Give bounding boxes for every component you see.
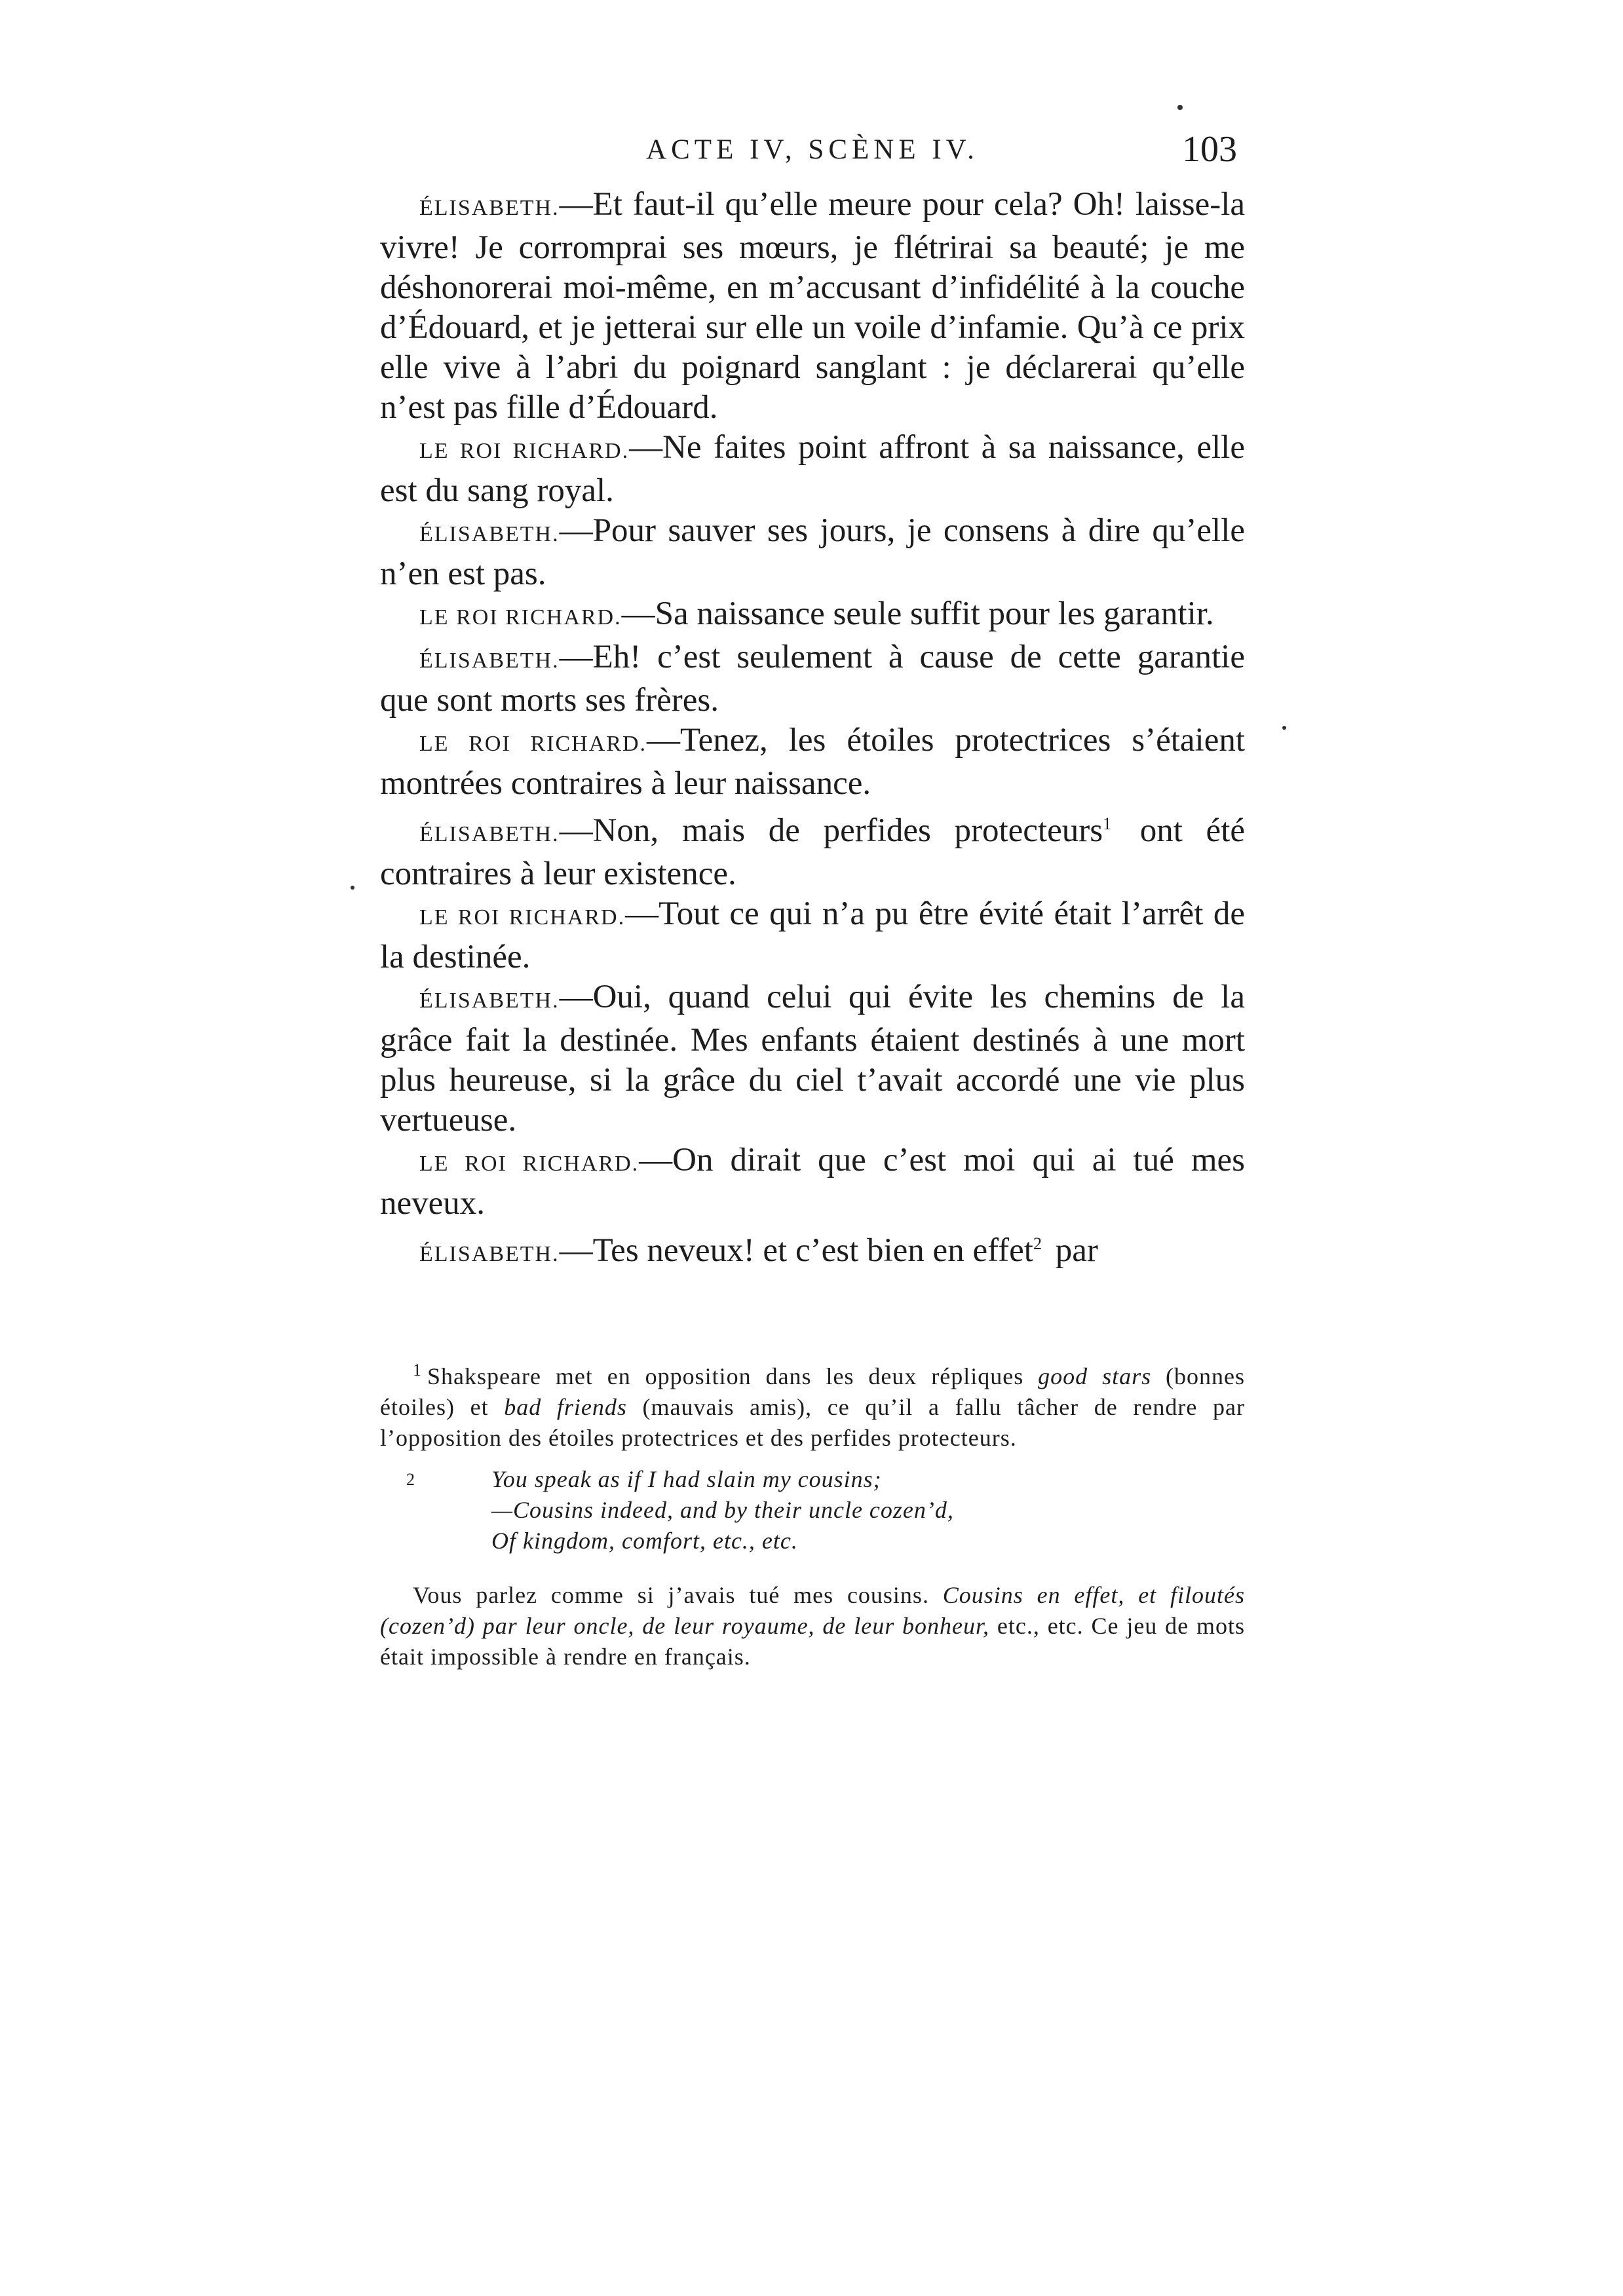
speaker-name: ÉLISABETH. [419, 196, 560, 220]
running-title: ACTE IV, SCÈNE IV. [646, 134, 979, 165]
footnote-italic: Cousins en effet, et filoutés (cozen’d) par leur oncle, de leur royaume, de leur bonheur, [380, 1582, 1245, 1639]
speech-text: —Tes neveux! et c’est bien en effet [559, 1232, 1033, 1269]
dialogue-line [380, 1140, 1245, 1224]
footnotes [380, 1355, 1245, 1672]
dialogue-line [380, 511, 1245, 594]
footnote-italic: bad friends [504, 1394, 627, 1420]
verse-line: —Cousins indeed, and by their uncle cozen’d, [491, 1497, 954, 1523]
speaker-name: LE ROI RICHARD. [419, 605, 622, 630]
footnote-reference: 2 [1033, 1234, 1042, 1253]
speaker-name: ÉLISABETH. [419, 1242, 560, 1266]
speech-text: —Tout ce qui n’a pu être évité était l’arrêt de la destinée. [380, 895, 1246, 975]
footnote-text: Vous parlez comme si j’avais tué mes cousins. [413, 1582, 943, 1608]
dialogue-line [380, 185, 1245, 428]
dialogue-line [380, 1224, 1245, 1274]
speaker-name: LE ROI RICHARD. [419, 1152, 640, 1176]
footnote-1 [380, 1355, 1245, 1454]
footnote-mark: 1 [413, 1361, 422, 1380]
footnote-mark: 2 [406, 1470, 415, 1489]
dialogue-line [380, 721, 1245, 804]
dialogue-line [380, 637, 1245, 721]
speech-text: —Sa naissance seule suffit pour les garantir. [621, 595, 1214, 632]
footnote-2-verse [380, 1464, 1245, 1556]
speech-text: —On dirait que c’est moi qui ai tué mes neveux. [380, 1142, 1246, 1222]
speaker-name: ÉLISABETH. [419, 988, 560, 1013]
dialogue-line [380, 977, 1245, 1140]
dialogue-line [380, 594, 1245, 637]
speech-text: —Et faut-il qu’elle meure pour cela? Oh! laisse-la vivre! Je corromprai ses mœurs, je flétrirai sa beauté; je me déshonorerai moi-même, en m’accusant d’infidélité à la couche d’Édouard, et je jetterai sur elle un voile d’infamie. Qu’à ce prix elle vive à l’abri du poignard sanglant : je déclarerai qu’elle n’est pas fille d’Édouard. [380, 186, 1245, 426]
ink-speck [351, 886, 354, 890]
ink-speck [1282, 726, 1286, 730]
page-header [380, 128, 1245, 181]
footnote-text: (mauvais amis), ce qu’il a fallu tâcher de rendre par l’opposition des étoiles protectrices et des perfides protecteurs. [380, 1394, 1245, 1451]
verse-line: You speak as if I had slain my cousins; [491, 1466, 882, 1492]
dialogue-line [380, 428, 1245, 511]
speech-text: —Tenez, les étoiles protectrices s’étaient montrées contraires à leur naissance. [380, 722, 1246, 802]
speech-text: —Eh! c’est seulement à cause de cette garantie que sont morts ses frères. [380, 639, 1245, 719]
speech-text: —Non, mais de perfides protecteurs [559, 812, 1103, 849]
footnote-italic: good stars [1038, 1363, 1152, 1389]
verse-line: Of kingdom, comfort, etc., etc. [491, 1528, 798, 1554]
speech-text: —Ne faites point affront à sa naissance, elle est du sang royal. [380, 429, 1245, 509]
speech-text: ont été contraires à leur existence. [380, 812, 1245, 892]
footnote-text: (bonnes étoiles) et [380, 1363, 1246, 1420]
dialogue-text [380, 185, 1245, 1274]
dialogue-line [380, 804, 1245, 894]
speech-text: —Oui, quand celui qui évite les chemins de la grâce fait la destinée. Mes enfants étaient destinés à une mort plus heureuse, si la grâce du ciel t’avait accordé une vie plus vertueuse. [380, 979, 1245, 1139]
speaker-name: ÉLISABETH. [419, 649, 560, 673]
page-number: 103 [1182, 129, 1237, 170]
speaker-name: ÉLISABETH. [419, 522, 560, 546]
footnote-2-translation [380, 1580, 1245, 1672]
speaker-name: LE ROI RICHARD. [419, 905, 626, 930]
speech-text: —Pour sauver ses jours, je consens à dire qu’elle n’en est pas. [380, 512, 1245, 592]
footnote-text: etc., etc. Ce jeu de mots était impossible à rendre en français. [380, 1613, 1245, 1670]
speaker-name: ÉLISABETH. [419, 822, 560, 846]
speaker-name: LE ROI RICHARD. [419, 439, 630, 463]
speech-text: par [1046, 1232, 1098, 1269]
footnote-text: Shakspeare met en opposition dans les deux répliques [427, 1363, 1039, 1389]
speaker-name: LE ROI RICHARD. [419, 732, 647, 756]
ink-speck [1177, 105, 1183, 110]
dialogue-line [380, 894, 1245, 977]
footnote-reference: 1 [1103, 814, 1112, 833]
